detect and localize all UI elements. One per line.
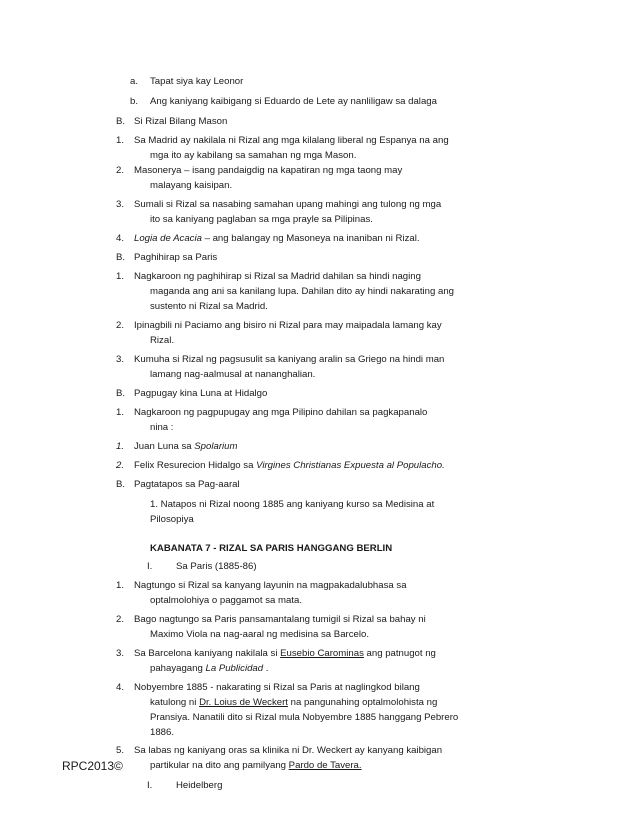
text-span: Nagtungo si Rizal sa kanyang layunin na magpakadalubhasa sa	[134, 580, 407, 591]
list-marker: B.	[116, 252, 126, 263]
text-line	[150, 369, 315, 381]
list-marker: B.	[116, 479, 126, 490]
text-span: Heidelberg	[176, 780, 223, 791]
text-span: Sa Madrid ay nakilala ni Rizal ang mga kilalang liberal ng Espanya na ang	[134, 135, 449, 146]
text-span: – ang balangay ng Masoneya na inaniban ni Rizal.	[201, 233, 420, 244]
text-line	[150, 543, 392, 555]
text-line	[150, 499, 434, 511]
text-span: nina :	[150, 422, 174, 433]
chapter-heading: KABANATA 7 - RIZAL SA PARIS HANGGANG BERLIN	[150, 543, 393, 554]
text-line	[150, 96, 437, 108]
list-marker: b.	[130, 96, 139, 107]
text-span: sustento ni Rizal sa Madrid.	[150, 301, 268, 312]
text-line	[150, 286, 454, 298]
text-span: 1. Natapos ni Rizal noong 1885 ang kaniyang kurso sa Medisina at	[150, 499, 435, 510]
text-line	[134, 580, 407, 592]
text-span: Pransiya. Nanatili dito si Rizal mula Nobyembre 1885 hanggang Pebrero	[150, 712, 459, 723]
list-marker: 1.	[116, 407, 125, 418]
italic-term: Logia de Acacia	[134, 233, 202, 244]
text-line	[134, 233, 420, 245]
text-line	[134, 135, 449, 147]
list-marker: I.	[147, 780, 153, 791]
text-span: maganda ang ani sa kanilang lupa. Dahilan dito ay hindi nakarating ang	[150, 286, 455, 297]
list-marker: 3.	[116, 199, 125, 210]
list-marker: 1.	[116, 135, 125, 146]
text-line	[150, 629, 369, 641]
list-marker: B.	[116, 388, 126, 399]
text-line	[134, 199, 441, 211]
text-span: Felix Resurecion Hidalgo sa	[134, 460, 257, 471]
text-span: Nobyembre 1885 - nakarating si Rizal sa Paris at naglingkod bilang	[134, 682, 420, 693]
text-span: pahayagang	[150, 663, 206, 674]
text-span: Rizal.	[150, 335, 174, 346]
text-line	[150, 180, 232, 192]
text-line	[134, 614, 426, 626]
text-line	[134, 271, 421, 283]
list-marker: 2.	[116, 165, 125, 176]
list-marker: B.	[116, 116, 126, 127]
list-marker: 1.	[116, 580, 125, 591]
text-line	[150, 760, 362, 772]
text-line	[150, 150, 356, 162]
text-line	[134, 460, 445, 472]
text-line	[134, 388, 267, 400]
text-line	[134, 354, 444, 366]
underlined-term: Dr. Loius de Weckert	[199, 697, 288, 708]
text-span: Nagkaroon ng pagpupugay ang mga Pilipino dahilan sa pagkapanalo	[134, 407, 428, 418]
list-marker: I.	[147, 561, 153, 572]
text-line	[150, 595, 302, 607]
underlined-term: Eusebio Carominas	[280, 648, 364, 659]
list-marker: 2.	[116, 614, 125, 625]
text-span: Ang kaniyang kaibigang si Eduardo de Lete ay nanliligaw sa dalaga	[150, 96, 437, 107]
list-marker: 3.	[116, 354, 125, 365]
text-span: Sa Barcelona kaniyang nakilala si	[134, 648, 281, 659]
text-line	[134, 441, 237, 453]
text-span: Sa Paris (1885-86)	[176, 561, 257, 572]
text-span: Masonerya – isang pandaigdig na kapatiran ng mga taong may	[134, 165, 403, 176]
text-span: Pagpugay kina Luna at Hidalgo	[134, 388, 268, 399]
italic-term: Virgines Christianas Expuesta al Populacho.	[256, 460, 445, 471]
italic-term: Spolarium	[194, 441, 238, 452]
text-line	[134, 479, 240, 491]
text-line	[134, 252, 217, 264]
text-line	[150, 301, 268, 313]
text-span: Sa labas ng kaniyang oras sa klinika ni Dr. Weckert ay kanyang kaibigan	[134, 745, 443, 756]
text-line	[134, 165, 402, 177]
text-span: Sumali si Rizal sa nasabing samahan upang mahingi ang tulong ng mga	[134, 199, 442, 210]
footer-copyright: RPC2013©	[62, 759, 123, 773]
text-line	[150, 214, 373, 226]
text-line	[134, 682, 420, 694]
text-span: Juan Luna sa	[134, 441, 195, 452]
list-marker: 1.	[116, 441, 125, 452]
list-marker: 4.	[116, 682, 125, 693]
text-span: Pagtatapos sa Pag-aaral	[134, 479, 240, 490]
text-span: Paghihirap sa Paris	[134, 252, 218, 263]
text-span: katulong ni	[150, 697, 200, 708]
list-marker: 2.	[116, 320, 125, 331]
italic-term: La Publicidad	[205, 663, 264, 674]
text-span: Si Rizal Bilang Mason	[134, 116, 228, 127]
text-line	[150, 712, 458, 724]
text-span: Kumuha si Rizal ng pagsusulit sa kaniyang aralin sa Griego na hindi man	[134, 354, 445, 365]
text-line	[134, 745, 442, 757]
text-span: Pilosopiya	[150, 514, 194, 525]
text-span: lamang nag-aalmusal at nananghalian.	[150, 369, 316, 380]
text-line	[150, 76, 243, 88]
list-marker: a.	[130, 76, 139, 87]
text-line	[150, 697, 437, 709]
text-span: 1886.	[150, 727, 175, 738]
text-line	[150, 514, 194, 526]
text-line	[134, 116, 227, 128]
text-span: na pangunahing optalmolohista ng	[287, 697, 438, 708]
text-line	[150, 335, 174, 347]
text-span: Ipinagbili ni Paciamo ang bisiro ni Rizal para may maipadala lamang kay	[134, 320, 442, 331]
list-marker: 3.	[116, 648, 125, 659]
text-span: .	[263, 663, 269, 674]
list-marker: 5.	[116, 745, 125, 756]
text-line	[150, 727, 174, 739]
text-span: Bago nagtungo sa Paris pansamantalang tumigil si Rizal sa bahay ni	[134, 614, 426, 625]
text-line	[150, 422, 173, 434]
list-marker: 1.	[116, 271, 125, 282]
text-line	[150, 663, 268, 675]
list-marker: 2.	[116, 460, 125, 471]
text-span: mga ito ay kabilang sa samahan ng mga Mason.	[150, 150, 357, 161]
text-line	[176, 780, 222, 792]
text-line	[176, 561, 257, 573]
text-line	[134, 320, 442, 332]
text-span: Maximo Viola na nag-aaral ng medisina sa Barcelo.	[150, 629, 369, 640]
text-span: partikular na dito ang pamilyang	[150, 760, 289, 771]
text-span: malayang kaisipan.	[150, 180, 233, 191]
underlined-term: Pardo de Tavera.	[288, 760, 362, 771]
text-span: ito sa kaniyang paglaban sa mga prayle sa Pilipinas.	[150, 214, 373, 225]
text-span: ang patnugot ng	[363, 648, 436, 659]
text-line	[134, 407, 427, 419]
text-span: Nagkaroon ng paghihirap si Rizal sa Madrid dahilan sa hindi naging	[134, 271, 421, 282]
text-span: Tapat siya kay Leonor	[150, 76, 244, 87]
text-span: optalmolohiya o paggamot sa mata.	[150, 595, 302, 606]
text-line	[134, 648, 436, 660]
list-marker: 4.	[116, 233, 125, 244]
